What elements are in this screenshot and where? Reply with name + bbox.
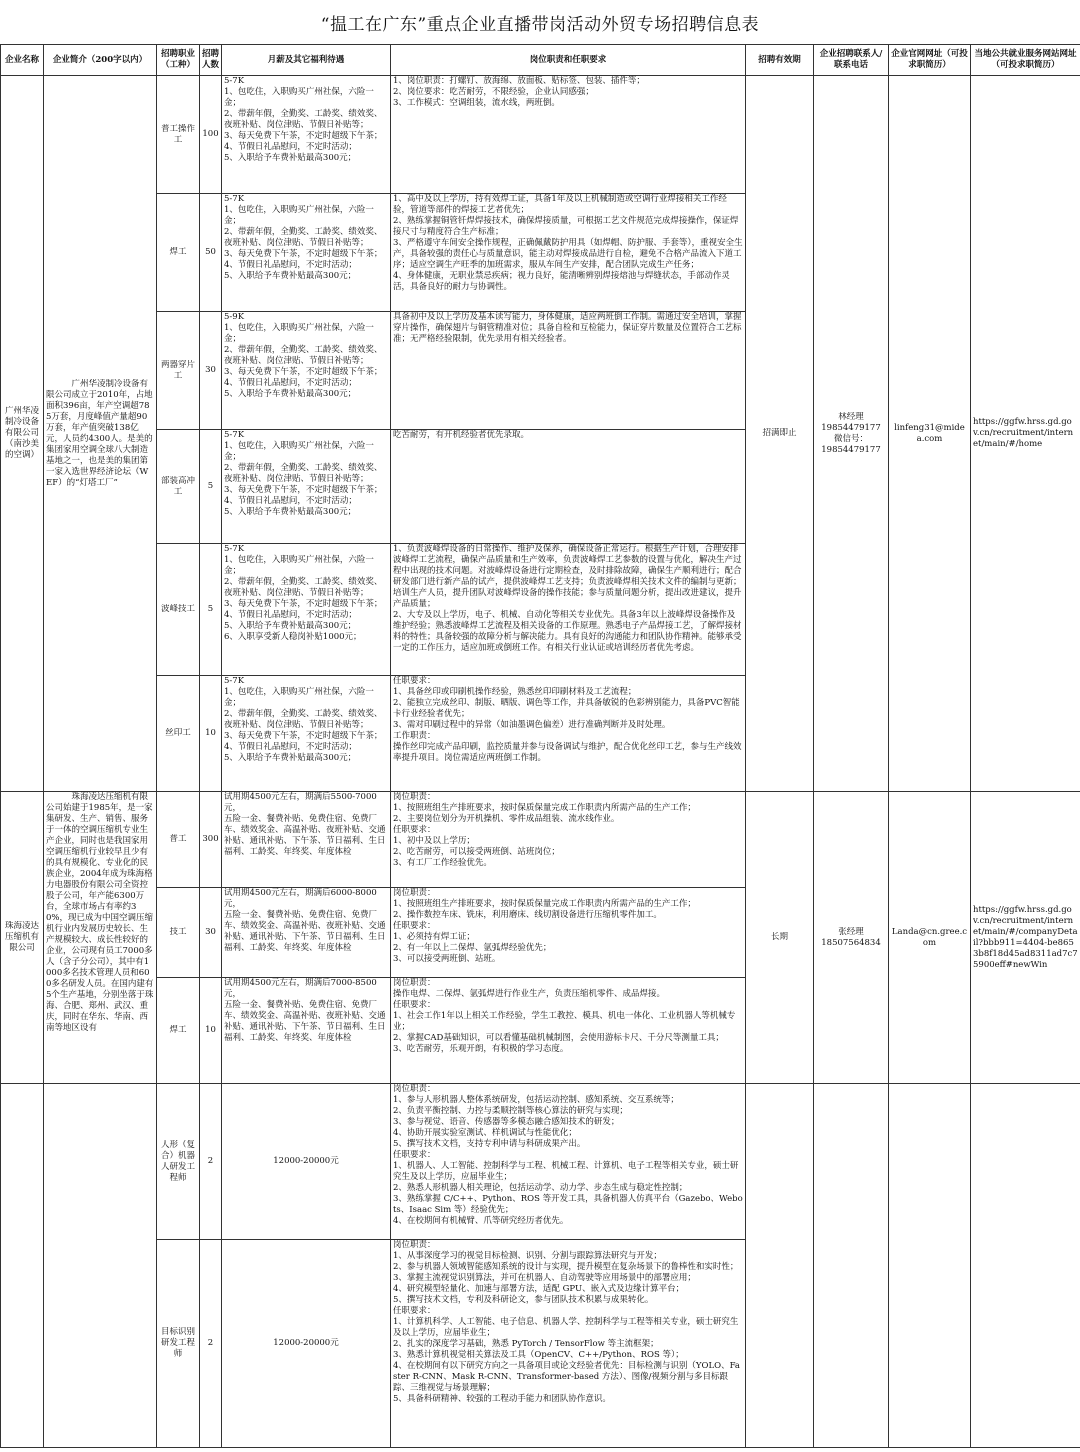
salary-text: 5-9K 1、包吃住，入职购买广州社保，六险一金； 2、带薪年假，全勤奖、工龄奖、绩效奖、夜班补贴、岗位津贴、节假日补贴等； 3、每天免费下午茶，不定时超级下午茶； 4、节假日礼品慰问，不定时活动； 5、入职给予车费补贴最高300元； [224, 312, 383, 399]
salary-cell [222, 978, 391, 1084]
count: 50 [205, 247, 216, 257]
header-company-intro: 企业简介（200字以内） [44, 45, 157, 76]
salary-text: 试用期4500元左右，期满后6000-8000元， 五险一金、餐费补贴、免费住宿、免费厂车、绩效奖金、高温补贴、夜班补贴、交通补贴、通讯补贴、下午茶、节日福利、生日福利、工龄奖、年终奖、年度体检 [224, 888, 386, 953]
duties-text: 岗位职责： 操作电焊、二保焊、氩弧焊进行作业生产，负责压缩机零件、成品焊接。 任职要求： 1、社会工作1年以上相关工作经验，学生工教控、模具、机电一体化、工业机器人等机械专业； 2、掌握CAD基础知识，可以看懂基础机械制图，会使用游标卡尺、千分尺等测量工具； 3、吃苦耐劳，乐观开朗，有积极的学习态度。 [393, 978, 736, 1054]
position: 目标识别研发工程师 [160, 1327, 195, 1359]
count: 5 [207, 481, 214, 491]
website-cell [889, 1084, 971, 1448]
company-website-link[interactable]: linfeng31@midea.com [894, 422, 965, 444]
count-cell [200, 76, 222, 194]
company-intro-cell [44, 1084, 157, 1448]
duties-cell [391, 76, 746, 194]
duties-text: 具备初中及以上学历及基本读写能力，身体健康，适应两班倒工作制。需通过安全培训，掌握穿片操作，确保翅片与铜管精准对位；具备自检和互检能力，保证穿片数量及位置符合工艺标准；无严格经验限制，优先录用有相关经验者。 [393, 312, 742, 344]
company-name: 珠海凌达压缩机有限公司 [4, 921, 39, 953]
header-local-service: 当地公共就业服务网站网址（可投求职简历） [971, 45, 1080, 76]
count-cell [200, 430, 222, 544]
position-cell [157, 1084, 200, 1240]
local-service-cell [971, 1084, 1080, 1448]
position: 波峰技工 [160, 604, 195, 614]
local-service-link[interactable]: https://ggfw.hrss.gd.gov.cn/recruitment/internet/main/#/companyDetail?bbb911=4404-be8653b8f18d45ad8311ad7c75900eff#newWin [973, 904, 1078, 970]
duties-text: 岗位职责： 1、按照班组生产排班要求，按时保质保量完成工作职责内所需产品的生产工作； 2、主要岗位划分为开机操机、零件成品组装、流水线作业。 任职要求： 1、初中及以上学历； 2、吃苦耐劳，可以接受两班倒、站班岗位； 3、有工厂工作经验优先。 [393, 792, 696, 868]
position: 技工 [169, 927, 187, 937]
salary-text: 试用期4500元左右，期满后7000-8500元， 五险一金、餐费补贴、免费住宿、免费厂车、绩效奖金、高温补贴、夜班补贴、交通补贴、通讯补贴、下午茶、节日福利、生日福利、工龄奖、年终奖、年度体检 [224, 978, 386, 1043]
position: 焊工 [169, 247, 187, 257]
position-cell [157, 544, 200, 676]
position: 两器穿片工 [160, 359, 195, 381]
count-cell [200, 544, 222, 676]
salary-text: 5-7K 1、包吃住，入职购买广州社保，六险一金； 2、带薪年假，全勤奖、工龄奖、绩效奖、夜班补贴、岗位津贴、节假日补贴等； 3、每天免费下午茶，不定时超级下午茶； 4、节假日礼品慰问，不定时活动； 5、入职给予车费补贴最高300元； [224, 676, 383, 763]
position: 人形（复合）机器人研发工程师 [160, 1139, 195, 1183]
duties-text: 1、负责波峰焊设备的日常操作、维护及保养，确保设备正常运行。根据生产计划，合理安排波峰焊工艺流程，确保产品质量和生产效率，负责波峰焊工艺参数的设置与优化，解决生产过程中出现的技术问题。对波峰焊设备进行定期检查，及时排除故障，确保生产顺利进行；配合研发部门进行新产品的试产，提供波峰焊工艺支持；负责波峰焊相关技术文件的编制与更新；培训生产人员，提升团队对波峰焊设备的操作技能；参与质量问题分析，提出改进建议，提升产品质量； 2、大专及以上学历，电子、机械、自动化等相关专业优先。具备3年以上波峰焊设备操作及维护经验；熟悉波峰焊工艺流程及相关设备的工作原理。熟悉电子产品焊接工艺，了解焊接材料的特性；具备较强的故障分析与解决能力。具有良好的沟通能力和团队协作精神。能够承受一定的工作压力，适应加班或倒班工作。有相关行业认证或培训经历者优先考虑。 [393, 544, 742, 653]
duties-text: 1、高中及以上学历，持有效焊工证，具备1年及以上机械制造或空调行业焊接相关工作经验，管道等部件的焊接工艺者优先； 2、熟练掌握铜管钎焊焊接技术，确保焊接质量，可根据工艺文件规范完成焊接操作，保证焊接尺寸与精度符合生产标准； 3、严格遵守车间安全操作规程，正确佩戴防护用具（如焊帽、防护服、手套等），重视安全生产，具备较强的责任心与质量意识，能主动对焊接成品进行自检，避免不合格产品流入下道工序；适应空调生产旺季的加班需求，服从车间生产安排，配合团队完成生产任务； 4、身体健康，无职业禁忌疾病；视力良好，能清晰辨别焊接熔池与焊缝状态，手部动作灵活，具备良好的耐力与协调性。 [393, 194, 743, 292]
contact-cell [814, 792, 889, 1084]
count: 10 [205, 1025, 216, 1035]
count: 30 [205, 927, 216, 937]
website-cell [889, 76, 971, 792]
salary-cell [222, 1084, 391, 1240]
count-cell [200, 978, 222, 1084]
salary-text: 12000-20000元 [273, 1156, 339, 1166]
salary-text: 12000-20000元 [273, 1338, 339, 1348]
header-row [1, 45, 1080, 76]
duties-cell [391, 544, 746, 676]
validity: 长期 [770, 932, 788, 942]
salary-cell [222, 676, 391, 792]
position-cell [157, 888, 200, 978]
company-intro-cell [44, 792, 157, 1084]
duties-text: 吃苦耐劳，有开机经验者优先录取。 [393, 430, 530, 440]
count: 10 [205, 728, 216, 738]
position-cell [157, 312, 200, 430]
contact: 林经理 19854479177 微信号： 19854479177 [821, 411, 881, 455]
count-cell [200, 1240, 222, 1448]
header-validity: 招聘有效期 [746, 45, 814, 76]
position: 丝印工 [165, 728, 191, 738]
company-website-link[interactable]: Landa@cn.gree.com [891, 926, 968, 948]
count: 5 [207, 604, 214, 614]
header-company-name: 企业名称 [1, 45, 44, 76]
salary-cell [222, 194, 391, 312]
duties-cell [391, 312, 746, 430]
local-service-link[interactable]: https://ggfw.hrss.gd.gov.cn/recruitment/internet/main/#/home [973, 417, 1074, 449]
position-cell [157, 978, 200, 1084]
position-cell [157, 430, 200, 544]
count: 30 [205, 365, 216, 375]
duties-text: 岗位职责： 1、按照班组生产排班要求，按时保质保量完成工作职责内所需产品的生产工作； 2、操作数控车床、铣床，利用磨床、线切割设备进行压缩机零件加工。 任职要求： 1、必须持有焊工证； 2、有一年以上二保焊、氩弧焊经验优先； 3、可以接受两班倒、站班。 [393, 888, 696, 964]
count-cell [200, 676, 222, 792]
header-count: 招聘人数 [200, 45, 222, 76]
duties-cell [391, 430, 746, 544]
company-intro: 珠海凌达压缩机有限公司始建于1985年，是一家集研发、生产、销售、服务于一体的空调压缩机专业生产企业，同时也是我国家用空调压缩机行业较早且少有的具有规模化、专业化的民族企业，2004年成为珠海格力电器股份有限公司全资控股子公司，年产能6300万台，全球市场占有率约30%，现已成为中国空调压缩机行业内发展历史较长、生产规模较大、成长性较好的企业，公司现有员工7000多人（含子分公司），其中有1000多名技术管理人员和600多名研发人员。在国内建有5个生产基地，分别坐落于珠海、合肥、郑州、武汉、重庆，同时在华东、华南、西南等地区设有 [46, 792, 154, 1033]
table-row [1, 792, 1080, 888]
position-cell [157, 676, 200, 792]
salary-text: 5-7K 1、包吃住，入职购买广州社保，六险一金； 2、带薪年假，全勤奖、工龄奖、绩效奖、夜班补贴、岗位津贴、节假日补贴等； 3、每天免费下午茶，不定时超级下午茶； 4、节假日礼品慰问，不定时活动； 5、入职给予车费补贴最高300元； 6、入职享受新人稳岗补贴1000元； [224, 544, 383, 642]
duties-cell [391, 194, 746, 312]
salary-cell [222, 76, 391, 194]
position: 普工 [169, 834, 187, 844]
salary-text: 5-7K 1、包吃住，入职购买广州社保，六险一金； 2、带薪年假，全勤奖、工龄奖、绩效奖、夜班补贴、岗位津贴、节假日补贴等； 3、每天免费下午茶，不定时超级下午茶； 4、节假日礼品慰问，不定时活动； 5、入职给予车费补贴最高300元； [224, 76, 383, 163]
duties-cell [391, 978, 746, 1084]
salary-cell [222, 312, 391, 430]
table-row [1, 76, 1080, 194]
validity-cell [746, 792, 814, 1084]
contact: 张经理 18507564834 [821, 926, 881, 948]
header-salary: 月薪及其它福利待遇 [222, 45, 391, 76]
company-intro-cell [44, 76, 157, 792]
duties-cell [391, 1084, 746, 1240]
header-duties: 岗位职责和任职要求 [391, 45, 746, 76]
validity-cell [746, 1084, 814, 1448]
count: 300 [202, 834, 219, 844]
header-website: 企业官网网址（可投求职简历） [889, 45, 971, 76]
duties-text: 1、岗位职责：打螺钉、放海绵、放面板、贴标签、包装、插件等； 2、岗位要求：吃苦耐劳，不限经验，企业认同感强； 3、工作模式：空调组装，流水线，两班倒。 [393, 76, 645, 108]
page-title: “揾工在广东”重点企业直播带岗活动外贸专场招聘信息表 [320, 15, 760, 35]
duties-text: 岗位职责： 1、从事深度学习的视觉目标检测、识别、分割与跟踪算法研究与开发； 2、参与机器人领域智能感知系统的设计与实现，提升模型在复杂场景下的鲁棒性和实时性； 3、掌握主流视觉识别算法，并可在机器人、自动驾驶等应用场景中的部署应用； 4、研究模型轻量化、加速与部署方法，适配 GPU、嵌入式及边缘计算平台； 5、撰写技术文档，专利及科研论文，参与团队技术积累与成果转化。 任职要求： 1、计算机科学、人工智能、电子信息、机器人学、控制科学与工程等相关专业，硕士研究生及以上学历，应届毕业生； 2、扎实的深度学习基础，熟悉 PyTorch / TensorFlow 等主流框架； 3、熟悉计算机视觉相关算法及工具（OpenCV、C++/Python、ROS 等）； 4、在校期间有以下研究方向之一具备项目或论文经验者优先：目标检测与识别（YOLO、Faster R-CNN、Mask R-CNN、Transformer-based 方法）、图像/视频分割与多目标跟踪、三维视觉与场景理解； 5、具备科研精神、较强的工程动手能力和团队协作意识。 [393, 1240, 740, 1404]
contact-cell [814, 1084, 889, 1448]
count-cell [200, 194, 222, 312]
count-cell [200, 792, 222, 888]
count: 2 [207, 1338, 214, 1348]
local-service-cell [971, 76, 1080, 792]
salary-text: 5-7K 1、包吃住，入职购买广州社保，六险一金； 2、带薪年假，全勤奖、工龄奖、绩效奖、夜班补贴、岗位津贴、节假日补贴等； 3、每天免费下午茶，不定时超级下午茶； 4、节假日礼品慰问，不定时活动； 5、入职给予车费补贴最高300元； [224, 430, 383, 517]
header-position: 招聘职业（工种） [157, 45, 200, 76]
validity-cell [746, 76, 814, 792]
duties-text: 任职要求： 1、具备丝印或印刷机操作经验，熟悉丝印印刷材料及工艺流程； 2、能独立完成丝印、制版、晒版、调色等工作，并具备敏锐的色彩辨别能力，具备PVC智能卡行业经验者优先； 3、需对印刷过程中的异常（如油墨调色偏差）进行准确判断并及时处理。 工作职责： 操作丝印完成产品印刷，监控质量并参与设备调试与维护，配合优化丝印工艺，参与生产线效率提升项目。岗位需适应两班倒工作制。 [393, 676, 742, 763]
company-name: 广州华凌制冷设备有限公司（南沙美的空调） [4, 406, 39, 460]
position: 部装高冲工 [160, 475, 195, 497]
website-cell [889, 792, 971, 1084]
duties-cell [391, 1240, 746, 1448]
company-name-cell [1, 76, 44, 792]
position-cell [157, 194, 200, 312]
local-service-cell [971, 792, 1080, 1084]
position: 焊工 [169, 1025, 187, 1035]
company-name-cell [1, 1084, 44, 1448]
duties-cell [391, 676, 746, 792]
position-cell [157, 1240, 200, 1448]
salary-text: 试用期4500元左右，期满后5500-7000元， 五险一金、餐费补贴、免费住宿、免费厂车、绩效奖金、高温补贴、夜班补贴、交通补贴、通讯补贴、下午茶、节日福利、生日福利、工龄奖、年终奖、年度体检 [224, 792, 386, 857]
salary-cell [222, 792, 391, 888]
salary-cell [222, 1240, 391, 1448]
duties-text: 岗位职责： 1、参与人形机器人整体系统研发，包括运动控制、感知系统、交互系统等； 2、负责平衡控制、力控与柔顺控制等核心算法的研究与实现； 3、参与视觉、语音、传感器等多模态融合感知技术的研发； 4、协助开展实验室测试、样机调试与性能优化； 5、撰写技术文档，支持专利申请与科研成果产出。 任职要求： 1、机器人、人工智能、控制科学与工程、机械工程、计算机、电子工程等相关专业，硕士研究生及以上学历，应届毕业生； 2、熟悉人形机器人相关理论，包括运动学、动力学、步态生成与稳定性控制； 3、熟练掌握 C/C++、Python、ROS 等开发工具，具备机器人仿真平台（Gazebo、Webots、Isaac Sim 等）经验优先； 4、在校期间有机械臂、爪等研究经历者优先。 [393, 1084, 743, 1226]
position: 普工操作工 [160, 123, 195, 145]
count-cell [200, 1084, 222, 1240]
header-contact: 企业招聘联系人/ 联系电话 [814, 45, 889, 76]
salary-cell [222, 888, 391, 978]
count-cell [200, 888, 222, 978]
salary-text: 5-7K 1、包吃住，入职购买广州社保，六险一金； 2、带薪年假，全勤奖、工龄奖、绩效奖、夜班补贴、岗位津贴、节假日补贴等； 3、每天免费下午茶，不定时超级下午茶； 4、节假日礼品慰问，不定时活动； 5、入职给予车费补贴最高300元； [224, 194, 383, 281]
company-name-cell [1, 792, 44, 1084]
position-cell [157, 76, 200, 194]
company-intro: 广州华凌制冷设备有限公司成立于2010年，占地面积396亩，年产空调超785万套，月度峰值产量超90万套，年产值突破138亿元，人员约4300人。是美的集团家用空调全球八大制造基地之一，也是美的集团第一家入选世界经济论坛（WEF）的“灯塔工厂” [46, 378, 153, 488]
duties-cell [391, 792, 746, 888]
count: 2 [207, 1156, 214, 1166]
position-cell [157, 792, 200, 888]
table-row [1, 1084, 1080, 1240]
count: 100 [202, 129, 219, 139]
duties-cell [391, 888, 746, 978]
salary-cell [222, 430, 391, 544]
recruitment-table [0, 44, 1080, 1448]
salary-cell [222, 544, 391, 676]
table-body [1, 76, 1080, 1448]
count-cell [200, 312, 222, 430]
contact-cell [814, 76, 889, 792]
validity: 招满即止 [762, 428, 797, 438]
